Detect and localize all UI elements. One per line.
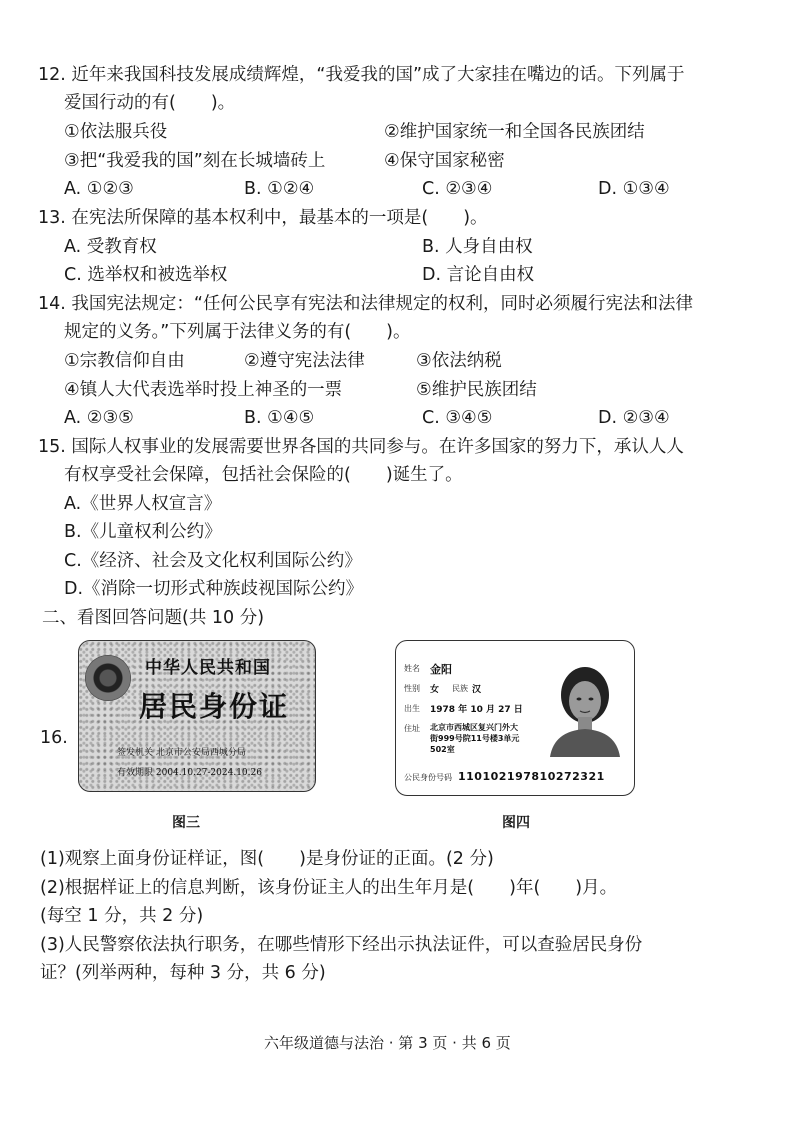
q14-choice-c: C. ③④⑤ (422, 408, 493, 428)
q13-choice-a: A. 受教育权 (64, 237, 157, 257)
q12-stem-line1: 12. 近年来我国科技发展成绩辉煌，“我爱我的国”成了大家挂在嘴边的话。下列属于 (38, 65, 685, 85)
q15-choice-b: B.《儿童权利公约》 (64, 522, 222, 542)
q16-sub1: (1)观察上面身份证样证，图( )是身份证的正面。(2 分) (40, 849, 494, 869)
id-card-back-figure (395, 640, 635, 796)
id-front-country: 中华人民共和国 (145, 658, 271, 678)
q14-option-3: ③依法纳税 (416, 351, 502, 371)
id-front-title: 居民身份证 (139, 690, 290, 723)
q12-choice-a: A. ①②③ (64, 179, 134, 199)
q14-option-5: ⑤维护民族团结 (416, 380, 537, 400)
q16-sub3-line2: 证？(列举两种，每种 3 分，共 6 分) (40, 963, 326, 983)
id-ethnic-value: 汉 (472, 685, 482, 695)
id-number-label: 公民身份号码 (404, 773, 452, 782)
id-birth-value: 1978 年 10 月 27 日 (430, 705, 523, 715)
figure-4-caption: 图四 (502, 815, 530, 831)
q14-choice-a: A. ②③⑤ (64, 408, 134, 428)
q14-choice-b: B. ①④⑤ (244, 408, 315, 428)
q12-choice-b: B. ①②④ (244, 179, 315, 199)
id-front-validity: 有效期限 2004.10.27-2024.10.26 (117, 768, 262, 778)
q15-stem-line2: 有权享受社会保障，包括社会保险的( )诞生了。 (64, 465, 463, 485)
id-name-value: 金阳 (430, 663, 452, 676)
q14-option-2: ②遵守宪法法律 (244, 351, 365, 371)
page-footer: 六年级道德与法治 · 第 3 页 · 共 6 页 (264, 1034, 511, 1052)
q12-choice-c: C. ②③④ (422, 179, 493, 199)
id-number-value: 110102197810272321 (458, 770, 605, 783)
q16-sub2-line2: (每空 1 分，共 2 分) (40, 906, 204, 926)
q15-stem-line1: 15. 国际人权事业的发展需要世界各国的共同参与。在许多国家的努力下，承认人人 (38, 437, 684, 457)
q12-option-4: ④保守国家秘密 (384, 151, 505, 171)
q16-sub3-line1: (3)人民警察依法执行职务，在哪些情形下经出示执法证件，可以查验居民身份 (40, 935, 643, 955)
section-title: 二、看图回答问题(共 10 分) (42, 608, 265, 628)
id-front-authority: 签发机关 北京市公安局西城分局 (117, 748, 246, 758)
id-name-label: 姓名 (404, 664, 420, 673)
id-birth-label: 出生 (404, 704, 420, 713)
id-address-label: 住址 (404, 724, 420, 733)
id-sex-value: 女 (430, 685, 440, 695)
q13-stem: 13. 在宪法所保障的基本权利中，最基本的一项是( )。 (38, 208, 488, 228)
q12-option-3: ③把“我爱我的国”刻在长城墙砖上 (64, 151, 326, 171)
q14-option-1: ①宗教信仰自由 (64, 351, 185, 371)
q15-choice-c: C.《经济、社会及文化权利国际公约》 (64, 551, 362, 571)
q15-choice-a: A.《世界人权宣言》 (64, 494, 222, 514)
figure-3-caption: 图三 (172, 815, 200, 831)
q13-choice-c: C. 选举权和被选举权 (64, 265, 228, 285)
id-ethnic-label: 民族 (452, 684, 468, 693)
q13-choice-d: D. 言论自由权 (422, 265, 535, 285)
id-sex-label: 性别 (404, 684, 420, 693)
national-emblem-icon (85, 655, 131, 701)
q12-choice-d: D. ①③④ (598, 179, 670, 199)
q12-option-1: ①依法服兵役 (64, 122, 168, 142)
q12-option-2: ②维护国家统一和全国各民族团结 (384, 122, 645, 142)
id-portrait-photo (544, 657, 626, 757)
q13-choice-b: B. 人身自由权 (422, 237, 533, 257)
id-card-front-figure (78, 640, 316, 792)
q16-number: 16. (40, 728, 68, 748)
id-address-line1: 北京市西城区复兴门外大 (430, 723, 518, 732)
q14-stem-line2: 规定的义务。”下列属于法律义务的有( )。 (64, 322, 411, 342)
id-address-line3: 502室 (430, 745, 455, 754)
q16-sub2-line1: (2)根据样证上的信息判断，该身份证主人的出生年月是( )年( )月。 (40, 878, 618, 898)
q15-choice-d: D.《消除一切形式种族歧视国际公约》 (64, 579, 364, 599)
q12-stem-line2: 爱国行动的有( )。 (64, 93, 236, 113)
q14-option-4: ④镇人大代表选举时投上神圣的一票 (64, 380, 343, 400)
q14-choice-d: D. ②③④ (598, 408, 670, 428)
q14-stem-line1: 14. 我国宪法规定：“任何公民享有宪法和法律规定的权利，同时必须履行宪法和法律 (38, 294, 693, 314)
id-address-line2: 街999号院11号楼3单元 (430, 734, 520, 743)
